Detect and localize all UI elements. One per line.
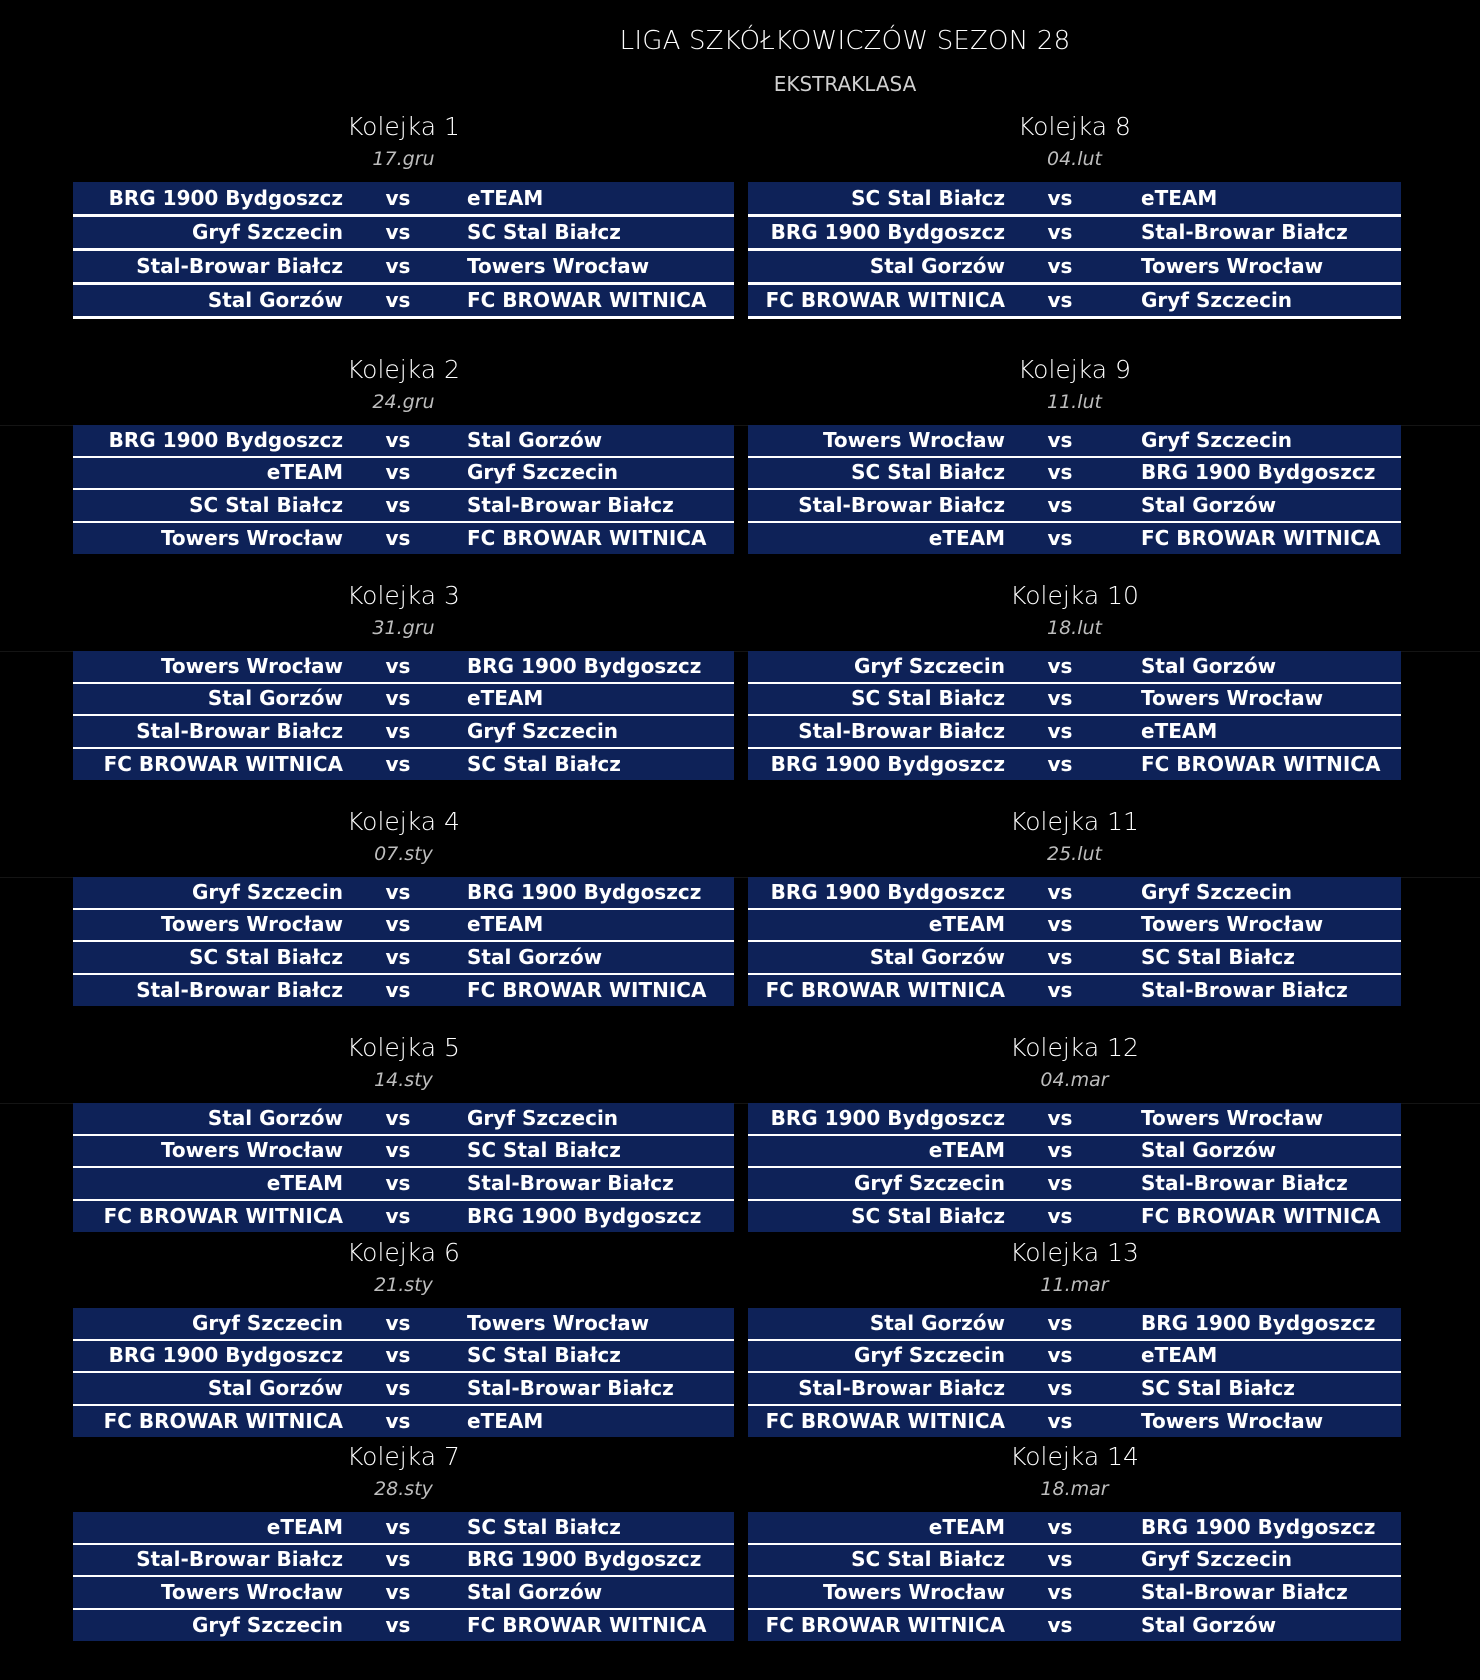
- round-block: [748, 1031, 1401, 1228]
- round-title: Kolejka 12: [1010, 1033, 1139, 1062]
- home-team: Towers Wrocław: [160, 1138, 343, 1162]
- match-row: [73, 251, 734, 285]
- match-row: [73, 651, 734, 684]
- away-team: Towers Wrocław: [1141, 1409, 1324, 1433]
- fixtures-table: [748, 651, 1401, 780]
- away-team: Stal-Browar Białcz: [467, 493, 674, 517]
- vs-label: vs: [385, 1515, 411, 1539]
- away-team: Stal-Browar Białcz: [1141, 220, 1348, 244]
- vs-label: vs: [385, 1204, 411, 1228]
- match-row: [748, 910, 1401, 942]
- away-team: Gryf Szczecin: [467, 460, 619, 484]
- home-team: Towers Wrocław: [822, 428, 1005, 452]
- vs-label: vs: [385, 1376, 411, 1400]
- away-team: BRG 1900 Bydgoszcz: [467, 1547, 702, 1571]
- home-team: eTEAM: [266, 1171, 343, 1195]
- match-row: [73, 1136, 734, 1168]
- match-row: [73, 975, 734, 1006]
- round-block: [73, 110, 734, 312]
- match-row: [73, 490, 734, 523]
- home-team: SC Stal Białcz: [189, 945, 343, 969]
- round-title: Kolejka 9: [1018, 355, 1131, 384]
- vs-label: vs: [385, 254, 411, 278]
- fixtures-table: [748, 425, 1401, 554]
- away-team: eTEAM: [1141, 719, 1218, 743]
- vs-label: vs: [385, 186, 411, 210]
- home-team: SC Stal Białcz: [851, 1547, 1005, 1571]
- match-row: [73, 425, 734, 458]
- round-block: [73, 1440, 734, 1637]
- vs-label: vs: [385, 1547, 411, 1571]
- away-team: eTEAM: [1141, 186, 1218, 210]
- round-title: Kolejka 8: [1018, 112, 1131, 141]
- vs-label: vs: [385, 912, 411, 936]
- away-team: FC BROWAR WITNICA: [1141, 1204, 1381, 1228]
- match-row: [73, 1373, 734, 1406]
- home-team: Gryf Szczecin: [191, 880, 343, 904]
- away-team: Stal Gorzów: [467, 945, 603, 969]
- home-team: SC Stal Białcz: [851, 686, 1005, 710]
- fixtures-table: [73, 182, 734, 319]
- match-row: [73, 285, 734, 319]
- home-team: BRG 1900 Bydgoszcz: [770, 880, 1005, 904]
- vs-label: vs: [1047, 1547, 1073, 1571]
- away-team: Stal Gorzów: [1141, 493, 1277, 517]
- round-date: 25.lut: [1047, 843, 1102, 865]
- round-title: Kolejka 13: [1010, 1238, 1139, 1267]
- away-team: eTEAM: [467, 912, 544, 936]
- home-team: SC Stal Białcz: [851, 186, 1005, 210]
- home-team: BRG 1900 Bydgoszcz: [108, 428, 343, 452]
- match-row: [73, 684, 734, 716]
- away-team: FC BROWAR WITNICA: [467, 288, 707, 312]
- home-team: Towers Wrocław: [822, 1580, 1005, 1604]
- home-team: FC BROWAR WITNICA: [765, 978, 1005, 1002]
- round-block: [73, 1031, 734, 1228]
- match-row: [73, 458, 734, 490]
- match-row: [73, 1308, 734, 1341]
- vs-label: vs: [1047, 1106, 1073, 1130]
- match-row: [73, 910, 734, 942]
- vs-label: vs: [1047, 220, 1073, 244]
- home-team: Towers Wrocław: [160, 912, 343, 936]
- match-row: [748, 942, 1401, 975]
- round-date: 21.sty: [374, 1274, 433, 1296]
- vs-label: vs: [1047, 654, 1073, 678]
- fixtures-table: [73, 1103, 734, 1232]
- home-team: FC BROWAR WITNICA: [765, 288, 1005, 312]
- vs-label: vs: [1047, 719, 1073, 743]
- match-row: [748, 1373, 1401, 1406]
- round-date: 17.gru: [372, 148, 435, 170]
- home-team: Stal Gorzów: [207, 1376, 343, 1400]
- away-team: SC Stal Białcz: [467, 752, 621, 776]
- away-team: FC BROWAR WITNICA: [467, 1613, 707, 1637]
- home-team: Gryf Szczecin: [853, 1343, 1005, 1367]
- away-team: FC BROWAR WITNICA: [1141, 752, 1381, 776]
- match-row: [73, 1610, 734, 1641]
- match-row: [73, 716, 734, 749]
- match-row: [73, 877, 734, 910]
- home-team: eTEAM: [266, 1515, 343, 1539]
- away-team: SC Stal Białcz: [467, 1515, 621, 1539]
- round-block: [748, 579, 1401, 776]
- away-team: Towers Wrocław: [467, 254, 650, 278]
- vs-label: vs: [385, 526, 411, 550]
- vs-label: vs: [1047, 186, 1073, 210]
- fixtures-table: [73, 651, 734, 780]
- away-team: Towers Wrocław: [1141, 1106, 1324, 1130]
- vs-label: vs: [385, 752, 411, 776]
- away-team: Stal-Browar Białcz: [1141, 978, 1348, 1002]
- match-row: [748, 217, 1401, 251]
- away-team: FC BROWAR WITNICA: [467, 978, 707, 1002]
- round-block: [748, 110, 1401, 312]
- match-row: [73, 1103, 734, 1136]
- match-row: [73, 1168, 734, 1201]
- home-team: Stal Gorzów: [869, 254, 1005, 278]
- away-team: Stal-Browar Białcz: [1141, 1171, 1348, 1195]
- home-team: FC BROWAR WITNICA: [765, 1409, 1005, 1433]
- fixtures-table: [748, 1103, 1401, 1232]
- home-team: BRG 1900 Bydgoszcz: [108, 186, 343, 210]
- home-team: BRG 1900 Bydgoszcz: [770, 220, 1005, 244]
- match-row: [748, 1168, 1401, 1201]
- home-team: Stal Gorzów: [207, 686, 343, 710]
- vs-label: vs: [385, 686, 411, 710]
- home-team: eTEAM: [928, 1515, 1005, 1539]
- match-row: [748, 251, 1401, 285]
- home-team: FC BROWAR WITNICA: [103, 1409, 343, 1433]
- round-title: Kolejka 5: [347, 1033, 460, 1062]
- away-team: eTEAM: [1141, 1343, 1218, 1367]
- round-date: 04.mar: [1040, 1069, 1109, 1091]
- vs-label: vs: [385, 1171, 411, 1195]
- match-row: [748, 1308, 1401, 1341]
- home-team: Stal-Browar Białcz: [798, 719, 1005, 743]
- away-team: Towers Wrocław: [1141, 254, 1324, 278]
- vs-label: vs: [385, 428, 411, 452]
- round-title: Kolejka 6: [347, 1238, 460, 1267]
- home-team: Gryf Szczecin: [853, 654, 1005, 678]
- vs-label: vs: [385, 220, 411, 244]
- vs-label: vs: [1047, 1409, 1073, 1433]
- away-team: Stal Gorzów: [1141, 1613, 1277, 1637]
- vs-label: vs: [1047, 1515, 1073, 1539]
- vs-label: vs: [385, 288, 411, 312]
- home-team: eTEAM: [928, 912, 1005, 936]
- match-row: [73, 523, 734, 554]
- home-team: Stal Gorzów: [869, 1311, 1005, 1335]
- match-row: [73, 1545, 734, 1577]
- away-team: Gryf Szczecin: [1141, 880, 1293, 904]
- match-row: [748, 490, 1401, 523]
- round-block: [748, 1236, 1401, 1433]
- away-team: Gryf Szczecin: [1141, 1547, 1293, 1571]
- round-block: [748, 1440, 1401, 1637]
- home-team: eTEAM: [266, 460, 343, 484]
- away-team: BRG 1900 Bydgoszcz: [1141, 460, 1376, 484]
- home-team: BRG 1900 Bydgoszcz: [770, 1106, 1005, 1130]
- vs-label: vs: [385, 1409, 411, 1433]
- away-team: eTEAM: [467, 686, 544, 710]
- away-team: SC Stal Białcz: [1141, 1376, 1295, 1400]
- away-team: FC BROWAR WITNICA: [1141, 526, 1381, 550]
- match-row: [748, 684, 1401, 716]
- match-row: [73, 182, 734, 217]
- away-team: Gryf Szczecin: [1141, 288, 1293, 312]
- away-team: Stal-Browar Białcz: [1141, 1580, 1348, 1604]
- vs-label: vs: [1047, 428, 1073, 452]
- round-title: Kolejka 2: [347, 355, 460, 384]
- round-date: 18.lut: [1047, 617, 1102, 639]
- away-team: Stal Gorzów: [1141, 654, 1277, 678]
- away-team: SC Stal Białcz: [467, 1138, 621, 1162]
- fixtures-table: [73, 1308, 734, 1437]
- away-team: FC BROWAR WITNICA: [467, 526, 707, 550]
- home-team: Towers Wrocław: [160, 526, 343, 550]
- match-row: [748, 1341, 1401, 1373]
- vs-label: vs: [385, 1311, 411, 1335]
- vs-label: vs: [385, 1343, 411, 1367]
- match-row: [73, 1406, 734, 1437]
- away-team: Towers Wrocław: [467, 1311, 650, 1335]
- away-team: Stal Gorzów: [467, 1580, 603, 1604]
- match-row: [748, 285, 1401, 319]
- match-row: [748, 877, 1401, 910]
- home-team: BRG 1900 Bydgoszcz: [108, 1343, 343, 1367]
- home-team: eTEAM: [928, 1138, 1005, 1162]
- round-date: 11.lut: [1047, 391, 1102, 413]
- match-row: [748, 716, 1401, 749]
- vs-label: vs: [1047, 978, 1073, 1002]
- home-team: Stal Gorzów: [869, 945, 1005, 969]
- match-row: [748, 1577, 1401, 1610]
- home-team: Stal Gorzów: [207, 288, 343, 312]
- vs-label: vs: [1047, 752, 1073, 776]
- away-team: SC Stal Białcz: [1141, 945, 1295, 969]
- match-row: [748, 1201, 1401, 1232]
- vs-label: vs: [385, 1580, 411, 1604]
- round-block: [73, 353, 734, 550]
- away-team: Gryf Szczecin: [467, 1106, 619, 1130]
- home-team: SC Stal Białcz: [851, 1204, 1005, 1228]
- round-date: 11.mar: [1040, 1274, 1109, 1296]
- round-title: Kolejka 10: [1010, 581, 1139, 610]
- match-row: [748, 651, 1401, 684]
- home-team: Towers Wrocław: [160, 1580, 343, 1604]
- round-title: Kolejka 3: [347, 581, 460, 610]
- vs-label: vs: [385, 1613, 411, 1637]
- round-date: 04.lut: [1047, 148, 1102, 170]
- match-row: [748, 182, 1401, 217]
- home-team: Towers Wrocław: [160, 654, 343, 678]
- vs-label: vs: [385, 945, 411, 969]
- fixtures-table: [73, 1512, 734, 1641]
- vs-label: vs: [385, 493, 411, 517]
- round-block: [748, 353, 1401, 550]
- match-row: [748, 1406, 1401, 1437]
- match-row: [73, 1341, 734, 1373]
- vs-label: vs: [1047, 1171, 1073, 1195]
- round-block: [748, 805, 1401, 1002]
- match-row: [73, 942, 734, 975]
- away-team: Towers Wrocław: [1141, 912, 1324, 936]
- home-team: Stal-Browar Białcz: [798, 493, 1005, 517]
- match-row: [73, 1577, 734, 1610]
- home-team: SC Stal Białcz: [851, 460, 1005, 484]
- home-team: Stal-Browar Białcz: [136, 254, 343, 278]
- home-team: FC BROWAR WITNICA: [765, 1613, 1005, 1637]
- home-team: Gryf Szczecin: [853, 1171, 1005, 1195]
- vs-label: vs: [1047, 493, 1073, 517]
- home-team: Gryf Szczecin: [191, 220, 343, 244]
- vs-label: vs: [1047, 254, 1073, 278]
- vs-label: vs: [385, 719, 411, 743]
- away-team: SC Stal Białcz: [467, 1343, 621, 1367]
- round-title: Kolejka 4: [347, 807, 460, 836]
- vs-label: vs: [1047, 1376, 1073, 1400]
- match-row: [748, 1545, 1401, 1577]
- vs-label: vs: [1047, 1311, 1073, 1335]
- round-title: Kolejka 14: [1010, 1442, 1139, 1471]
- away-team: Stal-Browar Białcz: [467, 1171, 674, 1195]
- vs-label: vs: [1047, 1204, 1073, 1228]
- home-team: Stal-Browar Białcz: [136, 1547, 343, 1571]
- round-title: Kolejka 11: [1010, 807, 1139, 836]
- fixtures-table: [73, 425, 734, 554]
- away-team: eTEAM: [467, 186, 544, 210]
- match-row: [73, 749, 734, 780]
- home-team: Stal-Browar Białcz: [798, 1376, 1005, 1400]
- vs-label: vs: [1047, 1613, 1073, 1637]
- fixtures-table: [748, 182, 1401, 319]
- match-row: [748, 975, 1401, 1006]
- page-title: LIGA SZKÓŁKOWICZÓW SEZON 28: [619, 26, 1071, 56]
- home-team: SC Stal Białcz: [189, 493, 343, 517]
- away-team: SC Stal Białcz: [467, 220, 621, 244]
- match-row: [748, 458, 1401, 490]
- away-team: BRG 1900 Bydgoszcz: [467, 1204, 702, 1228]
- away-team: Stal Gorzów: [467, 428, 603, 452]
- match-row: [748, 1512, 1401, 1545]
- league-subtitle: EKSTRAKLASA: [773, 72, 917, 96]
- away-team: Towers Wrocław: [1141, 686, 1324, 710]
- round-date: 14.sty: [374, 1069, 433, 1091]
- vs-label: vs: [385, 978, 411, 1002]
- vs-label: vs: [1047, 526, 1073, 550]
- round-block: [73, 805, 734, 1002]
- vs-label: vs: [1047, 460, 1073, 484]
- vs-label: vs: [385, 1106, 411, 1130]
- round-block: [73, 579, 734, 776]
- match-row: [73, 1512, 734, 1545]
- round-date: 31.gru: [372, 617, 435, 639]
- away-team: BRG 1900 Bydgoszcz: [467, 654, 702, 678]
- match-row: [748, 425, 1401, 458]
- away-team: Stal Gorzów: [1141, 1138, 1277, 1162]
- vs-label: vs: [385, 1138, 411, 1162]
- round-date: 24.gru: [372, 391, 435, 413]
- home-team: Gryf Szczecin: [191, 1613, 343, 1637]
- match-row: [748, 1136, 1401, 1168]
- round-date: 28.sty: [374, 1478, 433, 1500]
- vs-label: vs: [1047, 912, 1073, 936]
- match-row: [748, 1103, 1401, 1136]
- vs-label: vs: [1047, 1580, 1073, 1604]
- home-team: BRG 1900 Bydgoszcz: [770, 752, 1005, 776]
- fixtures-table: [748, 1512, 1401, 1641]
- match-row: [73, 217, 734, 251]
- round-date: 18.mar: [1040, 1478, 1109, 1500]
- round-date: 07.sty: [374, 843, 433, 865]
- away-team: Gryf Szczecin: [467, 719, 619, 743]
- away-team: BRG 1900 Bydgoszcz: [1141, 1515, 1376, 1539]
- match-row: [748, 523, 1401, 554]
- fixtures-table: [748, 877, 1401, 1006]
- home-team: Stal-Browar Białcz: [136, 978, 343, 1002]
- away-team: eTEAM: [467, 1409, 544, 1433]
- vs-label: vs: [1047, 1138, 1073, 1162]
- away-team: BRG 1900 Bydgoszcz: [467, 880, 702, 904]
- round-block: [73, 1236, 734, 1433]
- away-team: Stal-Browar Białcz: [467, 1376, 674, 1400]
- home-team: eTEAM: [928, 526, 1005, 550]
- away-team: Gryf Szczecin: [1141, 428, 1293, 452]
- fixtures-table: [73, 877, 734, 1006]
- home-team: Gryf Szczecin: [191, 1311, 343, 1335]
- match-row: [73, 1201, 734, 1232]
- round-title: Kolejka 7: [347, 1442, 460, 1471]
- away-team: BRG 1900 Bydgoszcz: [1141, 1311, 1376, 1335]
- vs-label: vs: [1047, 945, 1073, 969]
- round-title: Kolejka 1: [347, 112, 460, 141]
- home-team: Stal-Browar Białcz: [136, 719, 343, 743]
- match-row: [748, 749, 1401, 780]
- vs-label: vs: [1047, 686, 1073, 710]
- vs-label: vs: [1047, 288, 1073, 312]
- home-team: Stal Gorzów: [207, 1106, 343, 1130]
- vs-label: vs: [385, 880, 411, 904]
- home-team: FC BROWAR WITNICA: [103, 752, 343, 776]
- vs-label: vs: [1047, 880, 1073, 904]
- home-team: FC BROWAR WITNICA: [103, 1204, 343, 1228]
- fixtures-table: [748, 1308, 1401, 1437]
- vs-label: vs: [385, 654, 411, 678]
- match-row: [748, 1610, 1401, 1641]
- vs-label: vs: [1047, 1343, 1073, 1367]
- vs-label: vs: [385, 460, 411, 484]
